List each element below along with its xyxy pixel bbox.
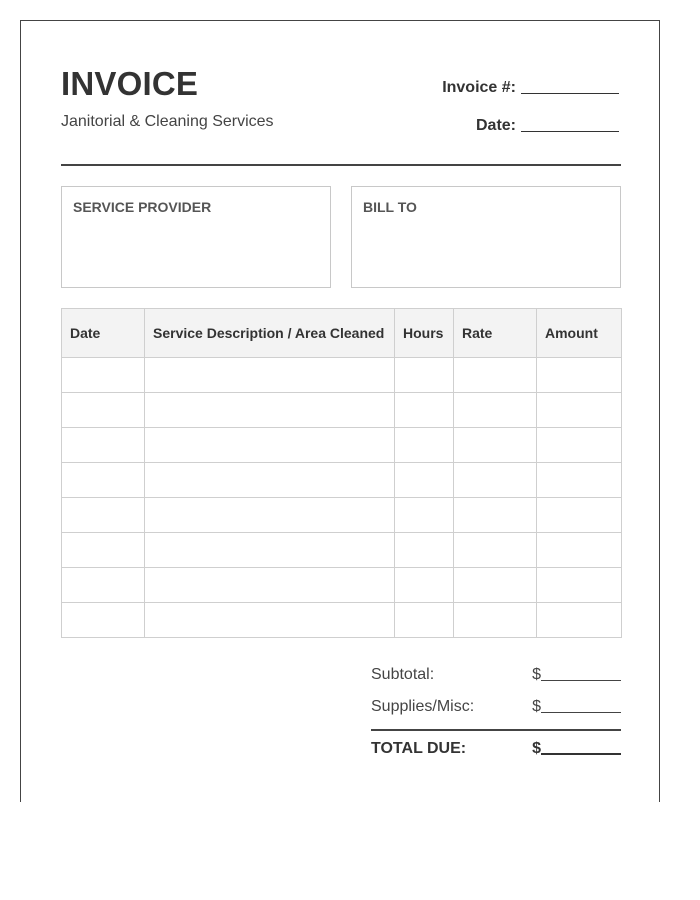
invoice-subtitle: Janitorial & Cleaning Services: [61, 113, 274, 130]
table-header-row: [62, 309, 622, 358]
cell-rate[interactable]: [454, 428, 537, 463]
cell-hours[interactable]: [395, 498, 454, 533]
bill-to-label: BILL TO: [363, 199, 417, 215]
service-provider-label: SERVICE PROVIDER: [73, 199, 212, 215]
table-row: [62, 568, 622, 603]
supplies-currency: $: [532, 698, 541, 715]
cell-description[interactable]: [145, 428, 395, 463]
supplies-row: [371, 695, 621, 727]
cell-date[interactable]: [62, 358, 145, 393]
cell-amount[interactable]: [537, 603, 622, 638]
cell-amount[interactable]: [537, 428, 622, 463]
cell-rate[interactable]: [454, 498, 537, 533]
cell-hours[interactable]: [395, 393, 454, 428]
cell-hours[interactable]: [395, 463, 454, 498]
invoice-number-blank[interactable]: [521, 92, 619, 94]
bill-to-box[interactable]: [351, 186, 621, 288]
cell-description[interactable]: [145, 393, 395, 428]
column-header-date: Date: [62, 309, 145, 358]
line-items-table: [61, 308, 622, 638]
cell-date[interactable]: [62, 463, 145, 498]
invoice-number-label: Invoice #:: [442, 79, 516, 96]
cell-rate[interactable]: [454, 568, 537, 603]
total-due-label: TOTAL DUE:: [371, 740, 467, 757]
total-due-row: [371, 737, 621, 769]
cell-date[interactable]: [62, 568, 145, 603]
total-due-currency: $: [532, 740, 541, 757]
column-header-description: Service Description / Area Cleaned: [145, 309, 395, 358]
cell-description[interactable]: [145, 603, 395, 638]
cell-date[interactable]: [62, 428, 145, 463]
cell-amount[interactable]: [537, 533, 622, 568]
total-due-amount: [532, 740, 621, 758]
cell-rate[interactable]: [454, 533, 537, 568]
cell-amount[interactable]: [537, 358, 622, 393]
supplies-amount: [532, 698, 621, 716]
table-row: [62, 533, 622, 568]
cell-description[interactable]: [145, 533, 395, 568]
invoice-page: [20, 20, 660, 802]
column-header-amount: Amount: [537, 309, 622, 358]
cell-description[interactable]: [145, 498, 395, 533]
table-row: [62, 358, 622, 393]
cell-date[interactable]: [62, 498, 145, 533]
cell-rate[interactable]: [454, 358, 537, 393]
cell-description[interactable]: [145, 358, 395, 393]
totals-section: [371, 663, 621, 769]
supplies-blank[interactable]: [541, 711, 621, 713]
subtotal-amount: [532, 666, 621, 684]
subtotal-row: [371, 663, 621, 695]
cell-date[interactable]: [62, 603, 145, 638]
cell-date[interactable]: [62, 393, 145, 428]
service-provider-box[interactable]: [61, 186, 331, 288]
cell-rate[interactable]: [454, 463, 537, 498]
cell-date[interactable]: [62, 533, 145, 568]
cell-hours[interactable]: [395, 568, 454, 603]
cell-rate[interactable]: [454, 603, 537, 638]
cell-hours[interactable]: [395, 603, 454, 638]
cell-amount[interactable]: [537, 498, 622, 533]
table-row: [62, 393, 622, 428]
cell-amount[interactable]: [537, 393, 622, 428]
subtotal-label: Subtotal:: [371, 666, 435, 683]
invoice-date-field: [476, 117, 619, 135]
supplies-label: Supplies/Misc:: [371, 698, 475, 715]
invoice-title: INVOICE: [61, 65, 199, 102]
invoice-date-label: Date:: [475, 117, 516, 134]
cell-amount[interactable]: [537, 463, 622, 498]
cell-amount[interactable]: [537, 568, 622, 603]
table-row: [62, 428, 622, 463]
cell-hours[interactable]: [395, 533, 454, 568]
cell-rate[interactable]: [454, 393, 537, 428]
subtotal-currency: $: [532, 666, 541, 683]
invoice-date-blank[interactable]: [521, 130, 619, 132]
total-due-blank[interactable]: [541, 752, 621, 755]
cell-description[interactable]: [145, 463, 395, 498]
table-row: [62, 498, 622, 533]
table-row: [62, 603, 622, 638]
table-row: [62, 463, 622, 498]
cell-hours[interactable]: [395, 358, 454, 393]
header-divider: [61, 164, 621, 166]
column-header-rate: Rate: [454, 309, 537, 358]
cell-description[interactable]: [145, 568, 395, 603]
totals-divider: [371, 729, 621, 731]
cell-hours[interactable]: [395, 428, 454, 463]
column-header-hours: Hours: [395, 309, 454, 358]
invoice-number-field: [442, 79, 619, 97]
subtotal-blank[interactable]: [541, 679, 621, 681]
